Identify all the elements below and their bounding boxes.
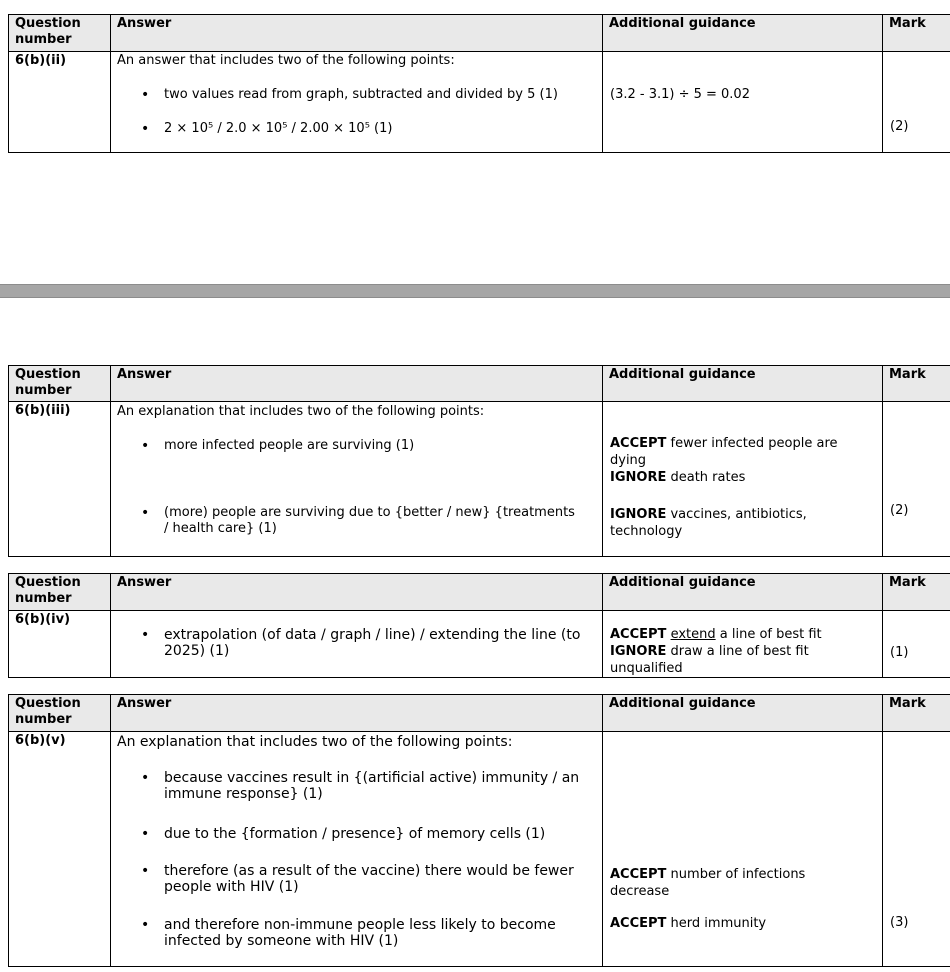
keyword-accept: ACCEPT	[610, 916, 667, 931]
answer-intro: An answer that includes two of the following points:	[117, 53, 455, 68]
guidance-ignore	[610, 506, 868, 540]
guidance-cell	[603, 52, 883, 153]
answer-point: • because vaccines result in {(artificial active) immunity / an immune response} (1)	[164, 770, 582, 802]
header-additional-guidance: Additional guidance	[603, 15, 883, 52]
answer-point: • (more) people are surviving due to {better / new} {treatments / health care} (1)	[164, 505, 582, 537]
header-question-number: Question number	[9, 695, 111, 732]
keyword-accept: ACCEPT	[610, 627, 667, 642]
answer-cell	[111, 52, 603, 153]
guidance-cell	[603, 611, 883, 678]
keyword-accept: ACCEPT	[610, 436, 667, 451]
header-mark: Mark	[883, 574, 950, 611]
answer-intro: An explanation that includes two of the following points:	[117, 734, 513, 750]
mark-value: (3)	[890, 915, 909, 930]
guidance-text: vaccines, antibiotics, technology	[610, 507, 807, 539]
mark-cell	[883, 732, 950, 967]
mark-cell	[883, 52, 950, 153]
guidance-accept	[610, 626, 868, 643]
guidance-accept	[610, 915, 868, 932]
guidance-underlined-word: extend	[670, 627, 716, 642]
header-mark: Mark	[883, 15, 950, 52]
answer-point: • two values read from graph, subtracted and divided by 5 (1)	[164, 87, 558, 103]
header-mark: Mark	[883, 695, 950, 732]
answer-point: • therefore (as a result of the vaccine) there would be fewer people with HIV (1)	[164, 863, 582, 895]
section-divider	[0, 284, 950, 298]
answer-cell	[111, 732, 603, 967]
guidance-cell	[603, 732, 883, 967]
mark-value: (1)	[890, 645, 909, 660]
answer-point: • more infected people are surviving (1)	[164, 438, 414, 454]
answer-cell	[111, 402, 603, 557]
guidance-accept	[610, 866, 868, 900]
mark-scheme-table-6b-v	[8, 694, 950, 967]
question-number: 6(b)(iii)	[9, 402, 111, 557]
header-answer: Answer	[111, 574, 603, 611]
guidance-cell	[603, 402, 883, 557]
answer-point: • and therefore non-immune people less likely to become infected by someone with HIV (1)	[164, 917, 582, 949]
mark-scheme-table-6b-iii	[8, 365, 950, 557]
answer-cell	[111, 611, 603, 678]
mark-value: (2)	[890, 503, 909, 518]
guidance-text: herd immunity	[666, 916, 767, 931]
question-number: 6(b)(v)	[9, 732, 111, 967]
keyword-ignore: IGNORE	[610, 507, 667, 522]
header-additional-guidance: Additional guidance	[603, 695, 883, 732]
header-answer: Answer	[111, 695, 603, 732]
answer-point: • 2 × 10⁵ / 2.0 × 10⁵ / 2.00 × 10⁵ (1)	[164, 121, 392, 137]
header-additional-guidance: Additional guidance	[603, 366, 883, 402]
guidance-text: a line of best fit	[715, 627, 822, 642]
answer-intro: An explanation that includes two of the following points:	[117, 404, 485, 419]
guidance-text: death rates	[666, 470, 746, 485]
keyword-accept: ACCEPT	[610, 867, 667, 882]
guidance-ignore	[610, 643, 868, 677]
guidance-text: draw a line of best fit unqualified	[610, 644, 809, 676]
mark-value: (2)	[890, 119, 909, 134]
answer-point: • due to the {formation / presence} of memory cells (1)	[164, 826, 582, 842]
mark-cell	[883, 611, 950, 678]
guidance-text: fewer infected people are dying	[610, 436, 838, 468]
mark-scheme-table-6b-iv	[8, 573, 950, 678]
header-question-number: Question number	[9, 15, 111, 52]
guidance-accept	[610, 435, 868, 469]
guidance-text: (3.2 - 3.1) ÷ 5 = 0.02	[610, 87, 750, 102]
keyword-ignore: IGNORE	[610, 644, 667, 659]
header-question-number: Question number	[9, 574, 111, 611]
question-number: 6(b)(ii)	[9, 52, 111, 153]
guidance-ignore	[610, 469, 868, 486]
header-additional-guidance: Additional guidance	[603, 574, 883, 611]
mark-scheme-table-6b-ii	[8, 14, 950, 153]
header-answer: Answer	[111, 366, 603, 402]
question-number: 6(b)(iv)	[9, 611, 111, 678]
header-question-number: Question number	[9, 366, 111, 402]
guidance-text: number of infections decrease	[610, 867, 806, 899]
mark-cell	[883, 402, 950, 557]
header-answer: Answer	[111, 15, 603, 52]
answer-point: • extrapolation (of data / graph / line) / extending the line (to 2025) (1)	[164, 627, 582, 659]
header-mark: Mark	[883, 366, 950, 402]
keyword-ignore: IGNORE	[610, 470, 667, 485]
